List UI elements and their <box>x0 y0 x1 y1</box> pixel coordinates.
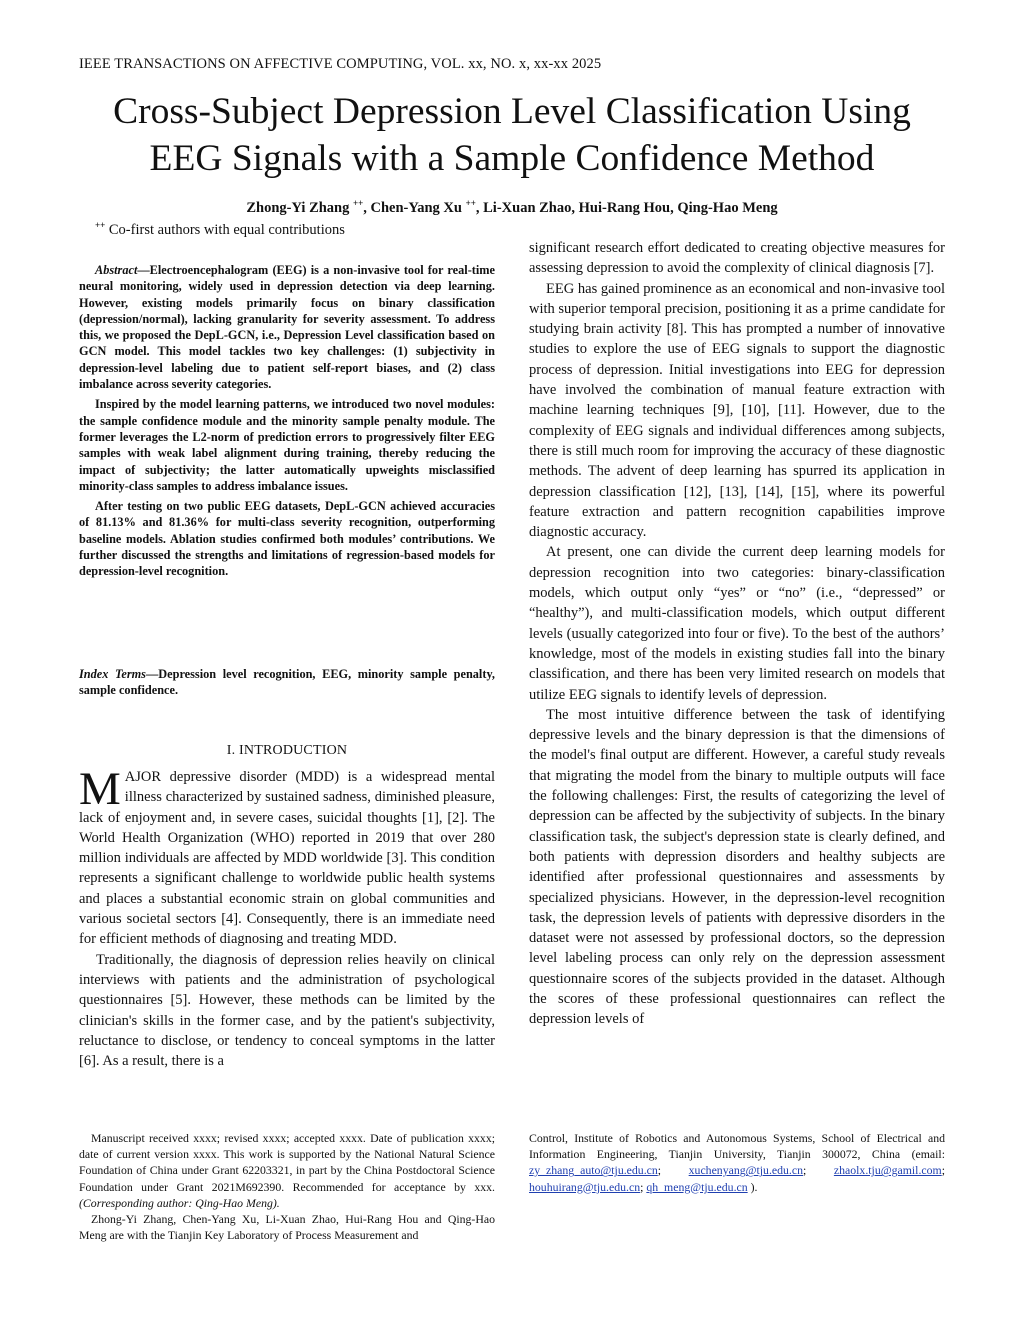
author-3: Li-Xuan Zhao <box>483 199 572 216</box>
footnote-affiliation-continued: Control, Institute of Robotics and Autonomous Systems, School of Electrical and Information Engineering, Tianjin University, Tianjin 300072, China (email: zy_zhang_auto@tju.edu.cn; xuchenyang@tju.edu.cn; zhaolx.tju@gamil.com; houhuirang@tju.edu.cn; qh_meng@tju.edu.cn ). <box>529 1131 945 1194</box>
author-1: Zhong-Yi Zhang <box>246 199 350 216</box>
email-link-2[interactable]: xuchenyang@tju.edu.cn <box>688 1163 804 1178</box>
abstract-paragraph-3: After testing on two public EEG datasets, DepL-GCN achieved accuracies of 81.13% and 81.36% for multi-class severity recognition, outperforming baseline models. Ablation studies confirmed both modules’ contributions. We further discussed the strengths and limitations of regression-based models for depression-level recognition. <box>79 499 495 579</box>
author-5: Qing-Hao Meng <box>677 199 778 216</box>
cofirst-mark-2: ++ <box>465 198 476 208</box>
author-list: Zhong-Yi Zhang ++, Chen-Yang Xu ++, Li-Xuan Zhao, Hui-Rang Hou, Qing-Hao Meng <box>246 198 778 216</box>
abstract-paragraph-2: Inspired by the model learning patterns, we introduced two novel modules: the sample confidence module and the minority sample penalty module. The former leverages the L2-norm of prediction errors to progressively filter EEG samples with weak label alignment during training, thereby reducing the impact of subjectivity; the latter automatically upweights misclassified minority-class samples to address imbalance issues. <box>79 397 495 493</box>
right-paragraph-0: significant research effort dedicated to creating objective measures for assessing depression to avoid the complexity of clinical diagnosis [7]. <box>529 240 945 277</box>
footnote-affiliation: Zhong-Yi Zhang, Chen-Yang Xu, Li-Xuan Zhao, Hui-Rang Hou and Qing-Hao Meng are with the Tianjin Key Laboratory of Process Measurement and <box>79 1212 495 1243</box>
abstract-label: Abstract <box>95 263 138 277</box>
footnote-right <box>529 1130 945 1195</box>
drop-cap: M <box>79 763 121 815</box>
author-2: Chen-Yang Xu <box>370 199 462 216</box>
email-link-1[interactable]: zy_zhang_auto@tju.edu.cn <box>529 1163 658 1178</box>
index-terms: Index Terms—Depression level recognition, EEG, minority sample penalty, sample confidence. <box>79 667 495 698</box>
right-paragraph-2: At present, one can divide the current deep learning models for depression recognition into two categories: binary-classification models, which output only “yes” or “no” (i.e., “depressed” or “healthy”), and multi-classification models, which output different levels (usually categorized into four or five). To the best of the authors’ knowledge, most of the models in existing studies fall into the binary classification, and there has been very limited research on models that utilize EEG signals to identify levels of depression. <box>529 544 945 703</box>
right-paragraph-1: EEG has gained prominence as an economical and non-invasive tool with superior temporal precision, positioning it as a prime candidate for studying brain activity [8]. This has prompted a number of innovative studies to explore the use of EEG signals to support the diagnostic process of depression. Initial investigations into EEG for depression have involved the combination of manual feature extraction with machine learning techniques [9], [10], [11]. However, due to the complexity of EEG signals and individual differences among subjects, there is still much room for improving the accuracy of these diagnostic methods. The advent of deep learning has spurred its application in depression classification [12], [13], [14], [15], where its powerful feature extraction and pattern recognition capabilities improve diagnostic accuracy. <box>529 280 945 541</box>
paper-title <box>40 88 984 182</box>
title-line-1: Cross-Subject Depression Level Classification Using <box>113 91 911 132</box>
intro-paragraph-1: MAJOR depressive disorder (MDD) is a widespread mental illness characterized by sustained sadness, diminished pleasure, lack of enjoyment and, in severe cases, suicidal thoughts [1], [2]. The World Health Organization (WHO) reported in 2019 that over 280 million individuals are affected by MDD worldwide [3]. This condition represents a significant challenge to worldwide public health systems and places a substantial economic strain on global communities and various societal sectors [4]. Consequently, there is an immediate need for efficient methods of diagnosing and treating MDD. <box>79 763 495 948</box>
abstract <box>79 262 495 584</box>
right-column-body <box>529 238 945 1030</box>
section-heading-introduction: I. INTRODUCTION <box>226 743 348 758</box>
introduction-left-column <box>79 763 495 1071</box>
intro-paragraph-2: Traditionally, the diagnosis of depression relies heavily on clinical interviews with patients and the administration of psychological questionnaires [5]. However, these methods can be limited by the clinician's skills in the former case, and by the patient's subjectivity, reluctance to disclose, or tendency to conceal symptoms in the latter [6]. As a result, there is a <box>79 951 495 1070</box>
abstract-paragraph-1: Abstract—Electroencephalogram (EEG) is a non-invasive tool for real-time neural monitoring, widely used in depression detection via deep learning. However, existing models primarily focus on binary classification (depression/normal), lacking granularity for severity assessment. To address this, we proposed the DepL-GCN, i.e., Depression Level classification based on GCN model. This model tackles two key challenges: (1) subjectivity in depression-level labeling due to patient self-report biases, and (2) class imbalance across severity categories. <box>79 263 495 392</box>
index-terms-label: Index Terms <box>79 667 146 681</box>
journal-header: IEEE TRANSACTIONS ON AFFECTIVE COMPUTING, VOL. xx, NO. x, xx-xx 2025 <box>79 56 602 72</box>
right-paragraph-3: The most intuitive difference between the task of identifying depressive levels and the binary depression is that the dimensions of the model's final output are different. However, a careful study reveals that migrating the model from the binary to multiple outputs will face the following challenges: First, the results of categorizing the level of depression can be affected by the subjectivity of subjects. In the binary classification task, the subject's depression state is clearly defined, and both patients with depression disorders and healthy subjects are identified after professional questionnaires and assessments by specialized physicians. However, in the depression-level recognition task, the depression levels of patients with depressive disorders in the dataset were not assessed by professional doctors, so the depression level labeling process can only rely on the depression assessment questionnaire scores of the subjects provided in the dataset. Although the scores of these professional questionnaires can reflect the depression levels of <box>529 706 945 1028</box>
cofirst-note: ++ Co-first authors with equal contributions <box>95 220 345 238</box>
corresponding-author: (Corresponding author: Qing-Hao Meng). <box>79 1195 280 1210</box>
title-line-2: EEG Signals with a Sample Confidence Method <box>149 138 875 179</box>
author-4: Hui-Rang Hou <box>578 199 671 216</box>
email-link-4[interactable]: houhuirang@tju.edu.cn <box>529 1179 641 1194</box>
email-link-5[interactable]: qh_meng@tju.edu.cn <box>646 1179 748 1194</box>
footnote-manuscript: Manuscript received xxxx; revised xxxx; accepted xxxx. Date of publication xxxx; date of current version xxxx. This work is supported by the National Natural Science Foundation of China under Grant 62203321, in part by the China Postdoctoral Science Foundation under Grant 2021M692390. Recommended for acceptance by xxx. (Corresponding author: Qing-Hao Meng). <box>79 1131 495 1210</box>
footnote-left <box>79 1130 495 1243</box>
email-link-3[interactable]: zhaolx.tju@gamil.com <box>833 1163 942 1178</box>
cofirst-mark-1: ++ <box>353 198 364 208</box>
